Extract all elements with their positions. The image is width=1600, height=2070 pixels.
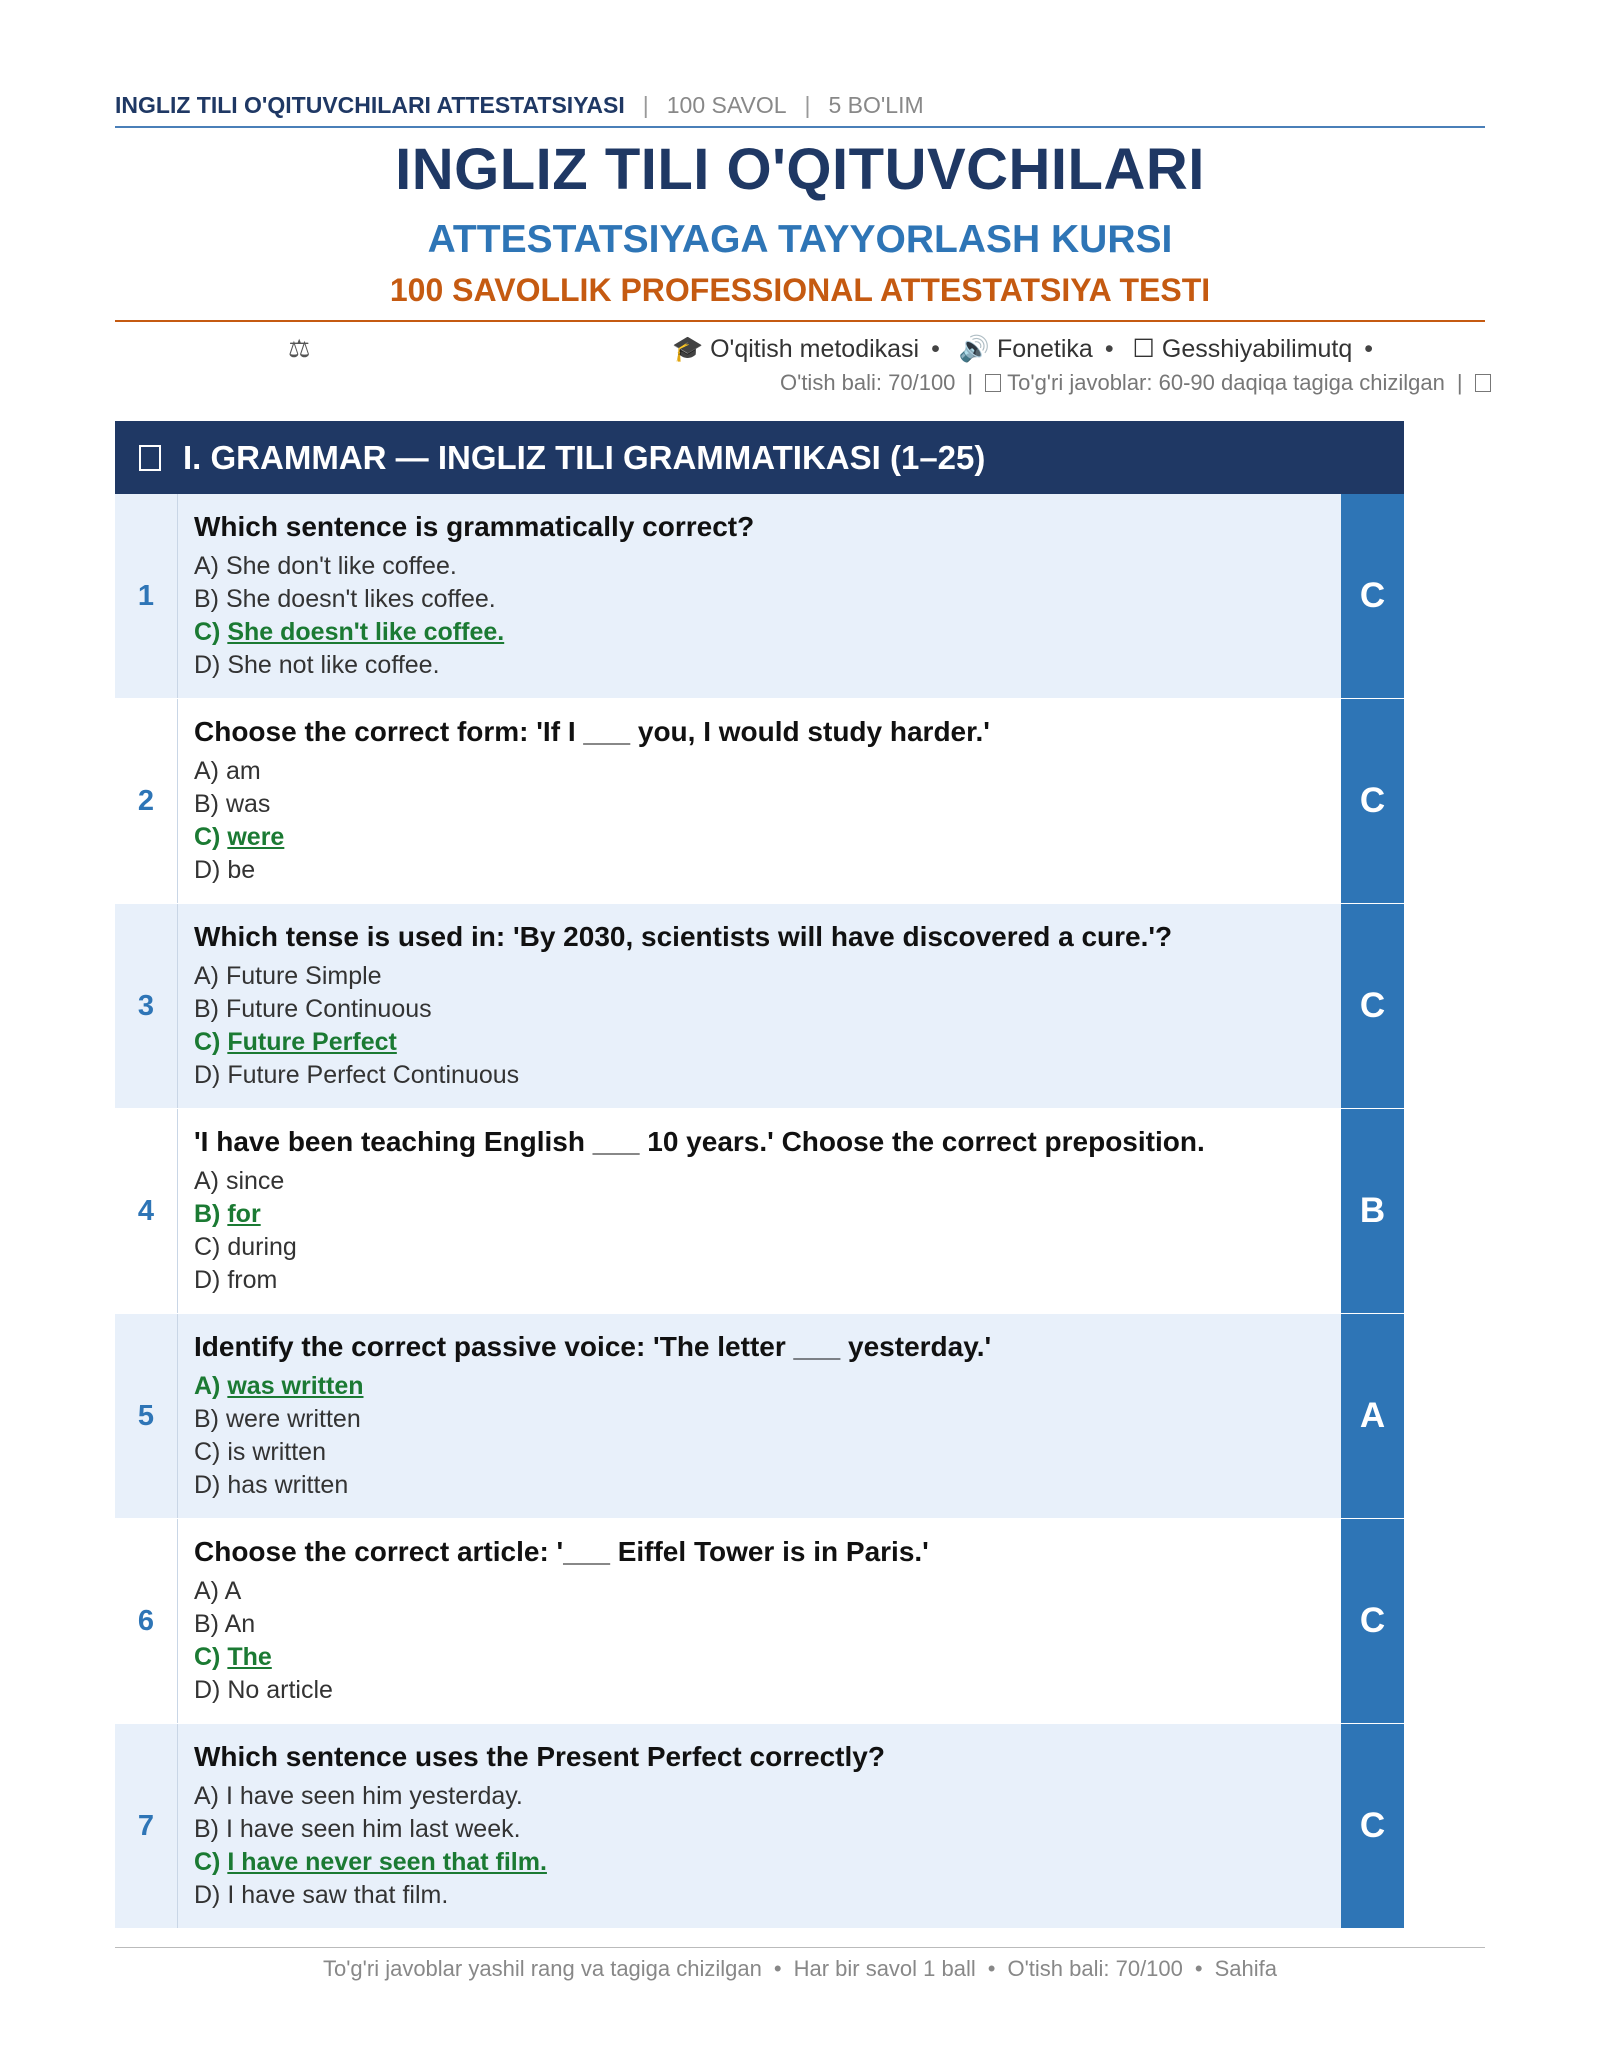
question-row xyxy=(115,1724,1404,1929)
option-text: A xyxy=(224,1577,242,1605)
box-icon xyxy=(1475,374,1491,392)
topic-dot: • xyxy=(1364,335,1374,363)
document-test-title: 100 SAVOLLIK PROFESSIONAL ATTESTATSIYA TESTI xyxy=(389,272,1211,308)
option-letter: A) xyxy=(194,1167,219,1195)
rules-separator: | xyxy=(1456,370,1463,395)
question-text: Which tense is used in: 'By 2030, scientists will have discovered a cure.'? xyxy=(194,921,1173,952)
question-text: 'I have been teaching English ___ 10 years.' Choose the correct preposition. xyxy=(194,1126,1205,1157)
option-text: I have never seen that film. xyxy=(227,1848,547,1876)
answer-option xyxy=(194,1879,1324,1912)
scale-icon: ⚖ xyxy=(288,335,311,363)
pass-score: O'tish bali: 70/100 xyxy=(780,370,956,395)
question-body xyxy=(194,1123,1324,1297)
option-text: is written xyxy=(227,1438,326,1466)
question-body xyxy=(194,508,1324,682)
answer-option xyxy=(194,550,1324,583)
option-text: An xyxy=(224,1610,256,1638)
topic-methodology: O'qitish metodikasi xyxy=(710,335,920,363)
option-letter: D) xyxy=(194,1061,221,1089)
rules-separator: | xyxy=(967,370,974,395)
answer-option xyxy=(194,788,1324,821)
option-text: from xyxy=(227,1266,278,1294)
header-separator: | xyxy=(642,92,649,118)
correct-option xyxy=(194,1846,1324,1879)
question-row xyxy=(115,699,1404,904)
question-body xyxy=(194,713,1324,887)
option-text: for xyxy=(227,1200,261,1228)
topics-list xyxy=(672,334,1385,364)
topics-line xyxy=(0,334,1600,368)
option-letter: B) xyxy=(194,790,219,818)
answer-option xyxy=(194,755,1324,788)
answer-option xyxy=(194,1264,1324,1297)
option-text: was written xyxy=(227,1372,364,1400)
answer-option xyxy=(194,1780,1324,1813)
answer-key: C xyxy=(1341,1724,1404,1928)
option-text: am xyxy=(225,757,261,785)
option-text: during xyxy=(227,1233,297,1261)
footer-page-label: Sahifa xyxy=(1214,1956,1277,1981)
topic-dot: • xyxy=(1104,335,1114,363)
box-icon xyxy=(985,374,1001,392)
option-letter: C) xyxy=(194,618,221,646)
question-number: 2 xyxy=(115,699,178,903)
footer-dot: • xyxy=(773,1956,782,1981)
option-text: Future Perfect Continuous xyxy=(227,1061,520,1089)
rules-line xyxy=(780,370,1497,400)
answer-option xyxy=(194,1575,1324,1608)
answer-option xyxy=(194,993,1324,1026)
answer-key: C xyxy=(1341,699,1404,903)
correct-option xyxy=(194,1026,1324,1059)
option-letter: A) xyxy=(194,757,219,785)
option-text: since xyxy=(225,1167,285,1195)
option-letter: A) xyxy=(194,962,219,990)
option-text: was xyxy=(225,790,271,818)
correct-option xyxy=(194,1198,1324,1231)
question-text: Which sentence uses the Present Perfect correctly? xyxy=(194,1741,885,1772)
question-text: Identify the correct passive voice: 'The letter ___ yesterday.' xyxy=(194,1331,992,1362)
answer-key: C xyxy=(1341,494,1404,698)
question-body xyxy=(194,918,1324,1092)
footer-note-pass: O'tish bali: 70/100 xyxy=(1007,1956,1183,1981)
question-body xyxy=(194,1328,1324,1502)
option-letter: C) xyxy=(194,1848,221,1876)
option-text: I have saw that film. xyxy=(227,1881,449,1909)
option-letter: D) xyxy=(194,1676,221,1704)
option-text: I have seen him yesterday. xyxy=(225,1782,523,1810)
option-text: No article xyxy=(227,1676,333,1704)
option-text: be xyxy=(227,856,256,884)
answer-option xyxy=(194,1436,1324,1469)
question-list xyxy=(115,494,1404,1929)
section-title: I. GRAMMAR — INGLIZ TILI GRAMMATIKASI (1–25) xyxy=(183,438,986,476)
option-letter: A) xyxy=(194,1782,219,1810)
answer-key: B xyxy=(1341,1109,1404,1313)
graduation-cap-icon: 🎓 xyxy=(672,335,704,363)
question-number: 4 xyxy=(115,1109,178,1313)
option-letter: A) xyxy=(194,1372,221,1400)
question-body xyxy=(194,1738,1324,1912)
box-icon: ☐ xyxy=(1132,335,1155,363)
page-footer xyxy=(0,1956,1600,1982)
correct-option xyxy=(194,616,1324,649)
option-letter: D) xyxy=(194,651,221,679)
answer-key: A xyxy=(1341,1314,1404,1518)
section-box-icon xyxy=(139,445,161,471)
option-letter: C) xyxy=(194,1643,221,1671)
answer-option xyxy=(194,960,1324,993)
option-text: Future Perfect xyxy=(227,1028,397,1056)
question-number: 6 xyxy=(115,1519,178,1723)
option-text: Future Simple xyxy=(225,962,382,990)
option-letter: D) xyxy=(194,856,221,884)
question-body xyxy=(194,1533,1324,1707)
document-subtitle: ATTESTATSIYAGA TAYYORLASH KURSI xyxy=(427,218,1173,261)
answer-option xyxy=(194,1165,1324,1198)
option-text: I have seen him last week. xyxy=(225,1815,521,1843)
topic-overlapped: Gesshiyabilimutq xyxy=(1161,335,1353,363)
rules-overlap-text: To'g'ri javoblar: 60-90 daqiqa tagiga chizilgan xyxy=(1007,370,1445,395)
running-header xyxy=(115,92,1485,128)
section-header-grammar xyxy=(115,421,1404,494)
footer-divider xyxy=(115,1947,1485,1948)
footer-dot: • xyxy=(987,1956,996,1981)
correct-option xyxy=(194,1370,1324,1403)
answer-option xyxy=(194,1403,1324,1436)
option-letter: B) xyxy=(194,995,219,1023)
option-letter: C) xyxy=(194,823,221,851)
option-letter: B) xyxy=(194,1610,219,1638)
option-letter: C) xyxy=(194,1233,221,1261)
option-text: She doesn't likes coffee. xyxy=(225,585,496,613)
answer-option xyxy=(194,649,1324,682)
answer-option xyxy=(194,1059,1324,1092)
option-text: has written xyxy=(227,1471,349,1499)
option-letter: A) xyxy=(194,1577,219,1605)
topic-dot: • xyxy=(931,335,940,363)
question-number: 1 xyxy=(115,494,178,698)
correct-option xyxy=(194,1641,1324,1674)
question-row xyxy=(115,494,1404,699)
answer-option xyxy=(194,1469,1324,1502)
question-row xyxy=(115,1519,1404,1724)
answer-option xyxy=(194,1231,1324,1264)
title-divider xyxy=(115,320,1485,322)
question-text: Choose the correct form: 'If I ___ you, I would study harder.' xyxy=(194,716,990,747)
question-row xyxy=(115,1109,1404,1314)
answer-key: C xyxy=(1341,904,1404,1108)
answer-key: C xyxy=(1341,1519,1404,1723)
header-question-count: 100 SAVOL xyxy=(666,92,787,118)
header-separator: | xyxy=(804,92,811,118)
topic-phonetics: Fonetika xyxy=(996,335,1093,363)
option-text: She doesn't like coffee. xyxy=(227,618,505,646)
answer-option xyxy=(194,1813,1324,1846)
option-text: She not like coffee. xyxy=(227,651,440,679)
option-text: Future Continuous xyxy=(225,995,432,1023)
question-row xyxy=(115,904,1404,1109)
footer-dot: • xyxy=(1194,1956,1203,1981)
answer-option xyxy=(194,583,1324,616)
option-letter: D) xyxy=(194,1471,221,1499)
speaker-icon: 🔊 xyxy=(958,335,990,363)
option-letter: A) xyxy=(194,552,219,580)
option-text: were xyxy=(227,823,285,851)
question-number: 7 xyxy=(115,1724,178,1928)
question-row xyxy=(115,1314,1404,1519)
answer-option xyxy=(194,1674,1324,1707)
correct-option xyxy=(194,821,1324,854)
answer-option xyxy=(194,1608,1324,1641)
option-text: The xyxy=(227,1643,272,1671)
option-letter: C) xyxy=(194,1028,221,1056)
question-number: 3 xyxy=(115,904,178,1108)
option-letter: B) xyxy=(194,1815,219,1843)
footer-note-points: Har bir savol 1 ball xyxy=(793,1956,976,1981)
option-text: She don't like coffee. xyxy=(225,552,457,580)
option-text: were written xyxy=(225,1405,361,1433)
answer-option xyxy=(194,854,1324,887)
option-letter: B) xyxy=(194,585,219,613)
question-number: 5 xyxy=(115,1314,178,1518)
option-letter: B) xyxy=(194,1200,221,1228)
option-letter: D) xyxy=(194,1881,221,1909)
footer-note-correct: To'g'ri javoblar yashil rang va tagiga chizilgan xyxy=(323,1956,762,1981)
option-letter: C) xyxy=(194,1438,221,1466)
header-brand: INGLIZ TILI O'QITUVCHILARI ATTESTATSIYASI xyxy=(115,92,625,118)
option-letter: D) xyxy=(194,1266,221,1294)
question-text: Which sentence is grammatically correct? xyxy=(194,511,755,542)
document-title: INGLIZ TILI O'QITUVCHILARI xyxy=(395,137,1205,202)
header-section-count: 5 BO'LIM xyxy=(828,92,924,118)
option-letter: B) xyxy=(194,1405,219,1433)
question-text: Choose the correct article: '___ Eiffel Tower is in Paris.' xyxy=(194,1536,929,1567)
